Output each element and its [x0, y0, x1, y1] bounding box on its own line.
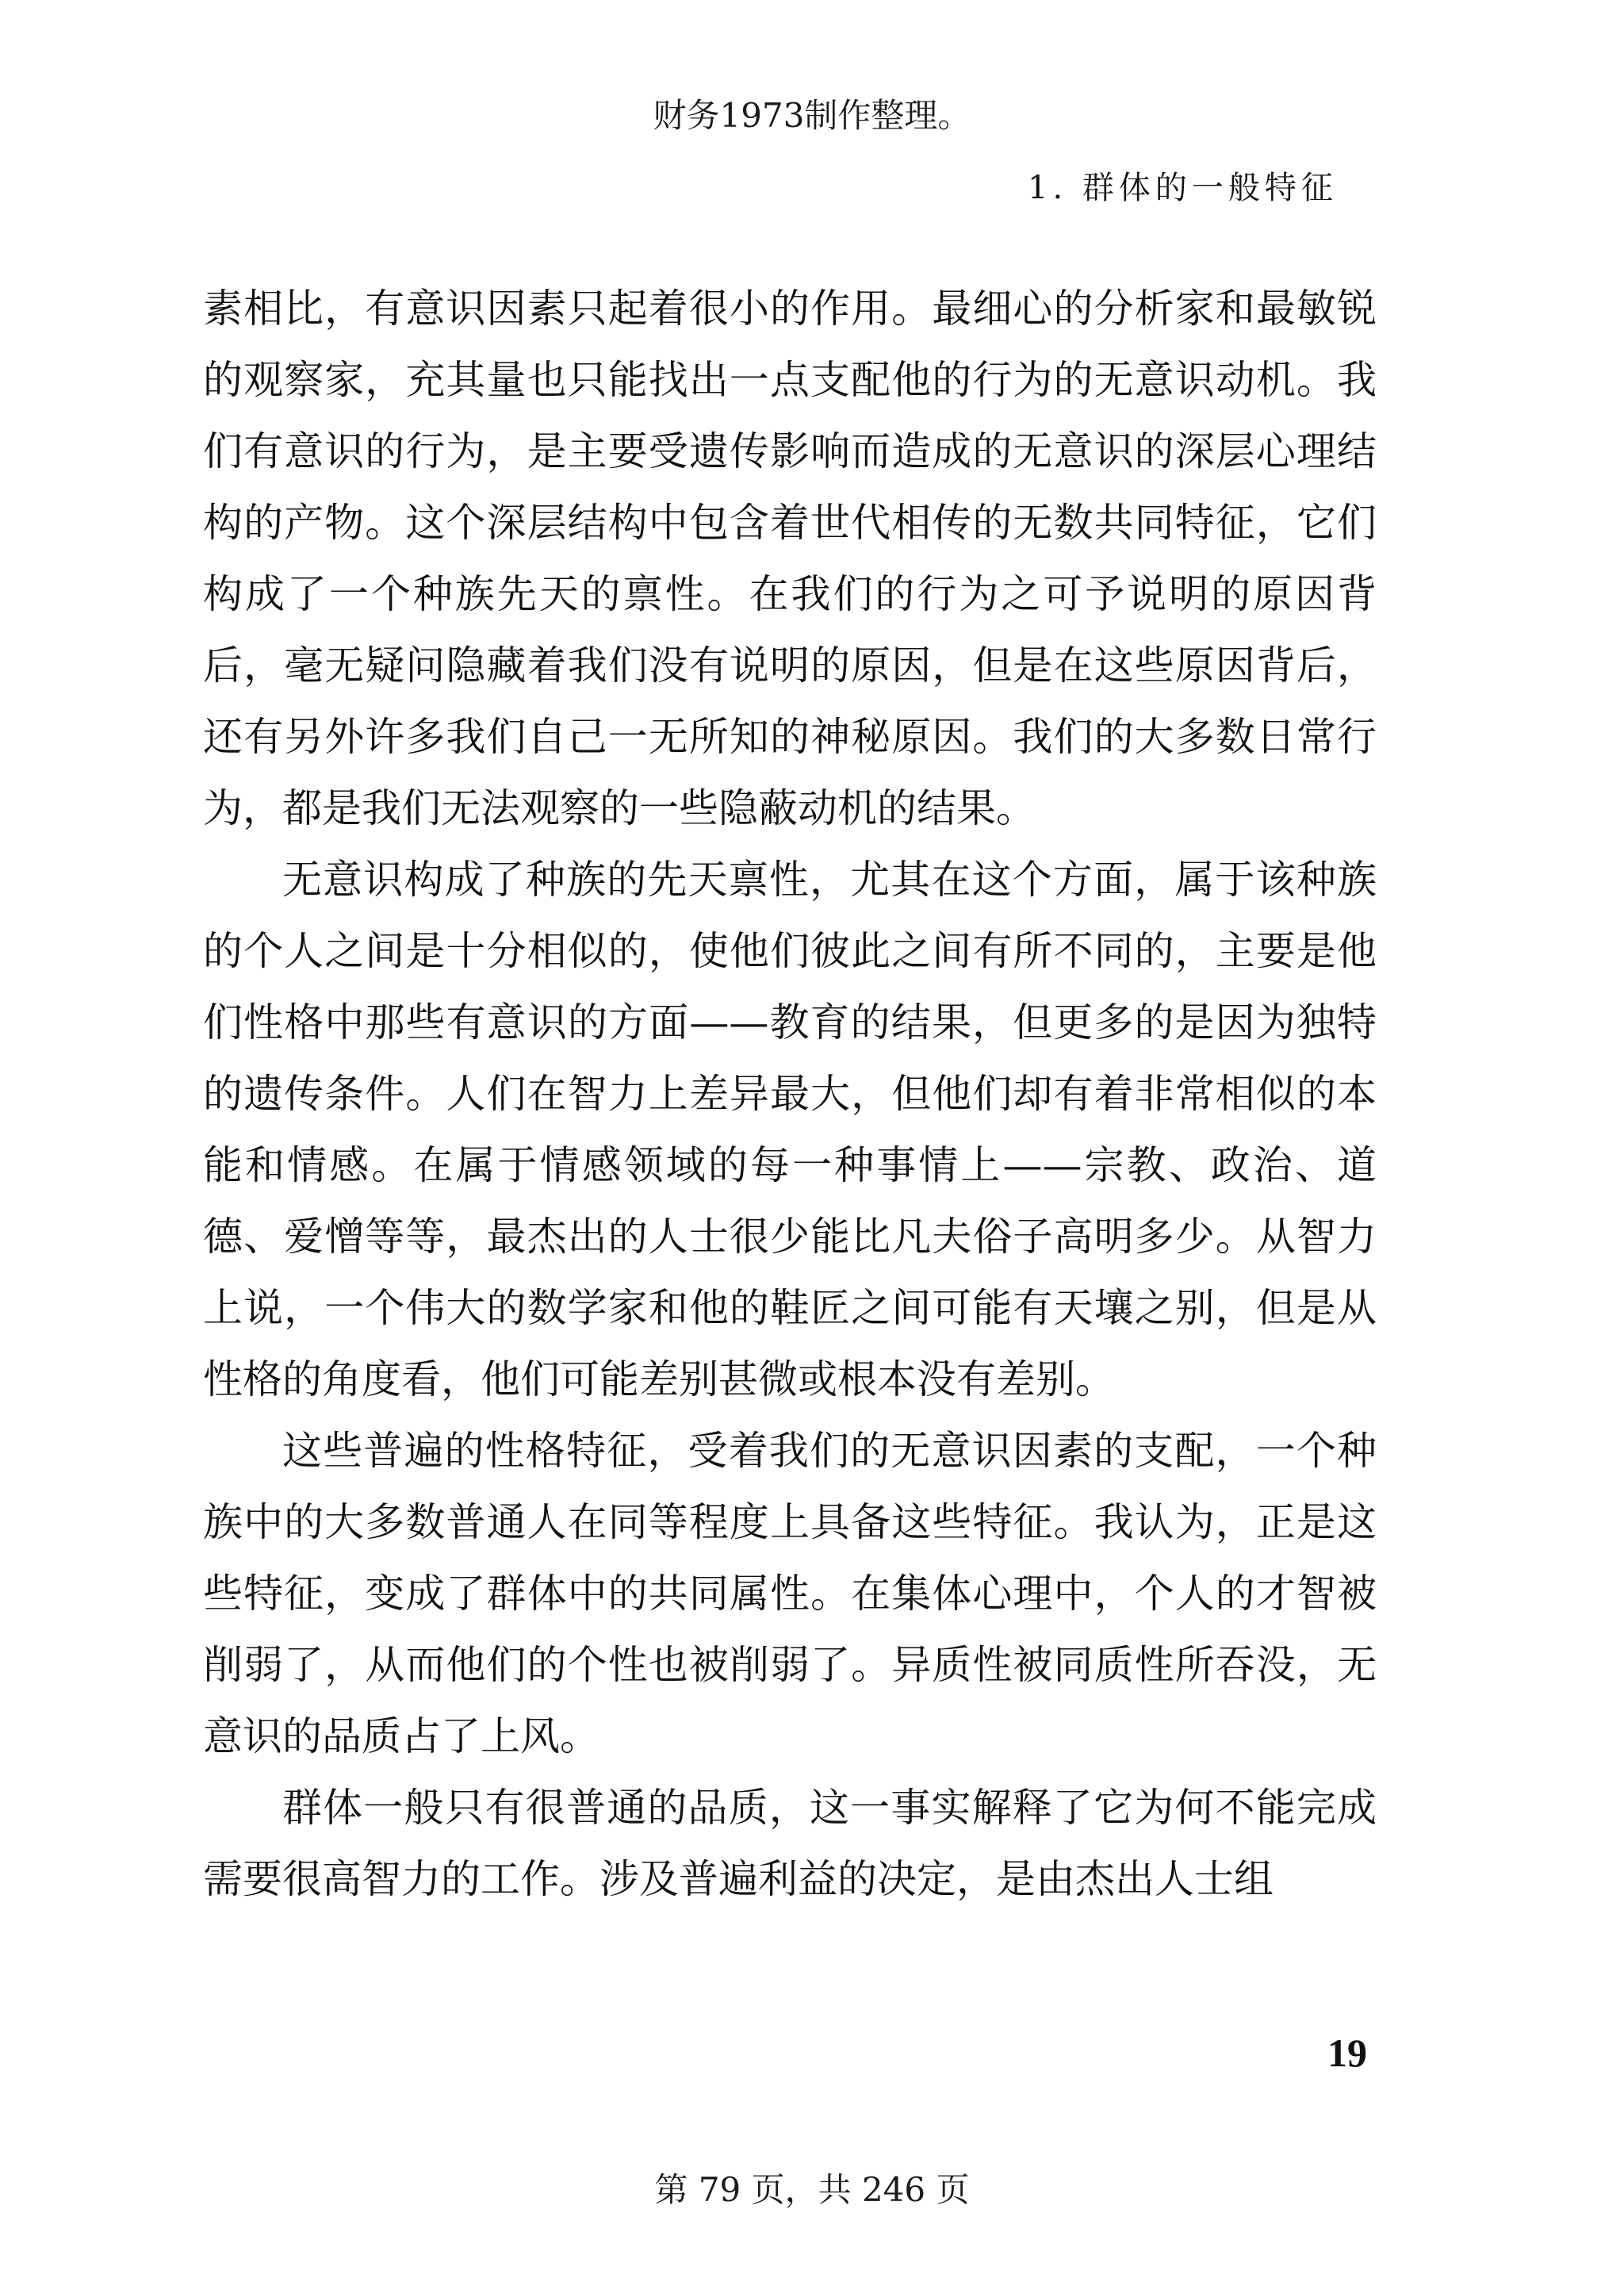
- page-number: 19: [1327, 2031, 1367, 2075]
- watermark-text: 财务1973制作整理。: [653, 96, 971, 135]
- paragraph-2: 无意识构成了种族的先天禀性，尤其在这个方面，属于该种族的个人之间是十分相似的，使他们彼此之间有所不同的，主要是他们性格中那些有意识的方面——教育的结果，但更多的是因为独特的遗传条件。人们在智力上差异最大，但他们却有着非常相似的本能和情感。在属于情感领域的每一种事情上——宗教、政治、道德、爱憎等等，最杰出的人士很少能比凡夫俗子高明多少。从智力上说，一个伟大的数学家和他的鞋匠之间可能有天壤之别，但是从性格的角度看，他们可能差别甚微或根本没有差别。: [203, 857, 1377, 1402]
- paragraph-1: 素相比，有意识因素只起着很小的作用。最细心的分析家和最敏锐的观察家，充其量也只能找出一点支配他的行为的无意识动机。我们有意识的行为，是主要受遗传影响而造成的无意识的深层心理结构的产物。这个深层结构中包含着世代相传的无数共同特征，它们构成了一个种族先天的禀性。在我们的行为之可予说明的原因背后，毫无疑问隐藏着我们没有说明的原因，但是在这些原因背后，还有另外许多我们自己一无所知的神秘原因。我们的大多数日常行为，都是我们无法观察的一些隐蔽动机的结果。: [203, 286, 1377, 831]
- paragraph-4: 群体一般只有很普通的品质，这一事实解释了它为何不能完成需要很高智力的工作。涉及普遍利益的决定，是由杰出人士组: [203, 1785, 1377, 1902]
- body-text: [203, 273, 1377, 1915]
- page-footer: 第 79 页，共 246 页: [654, 2170, 970, 2209]
- running-head: 1. 群体的一般特征: [1028, 170, 1338, 206]
- paragraph-3: 这些普遍的性格特征，受着我们的无意识因素的支配，一个种族中的大多数普通人在同等程度上具备这些特征。我认为，正是这些特征，变成了群体中的共同属性。在集体心理中，个人的才智被削弱了，从而他们的个性也被削弱了。异质性被同质性所吞没，无意识的品质占了上风。: [203, 1428, 1377, 1759]
